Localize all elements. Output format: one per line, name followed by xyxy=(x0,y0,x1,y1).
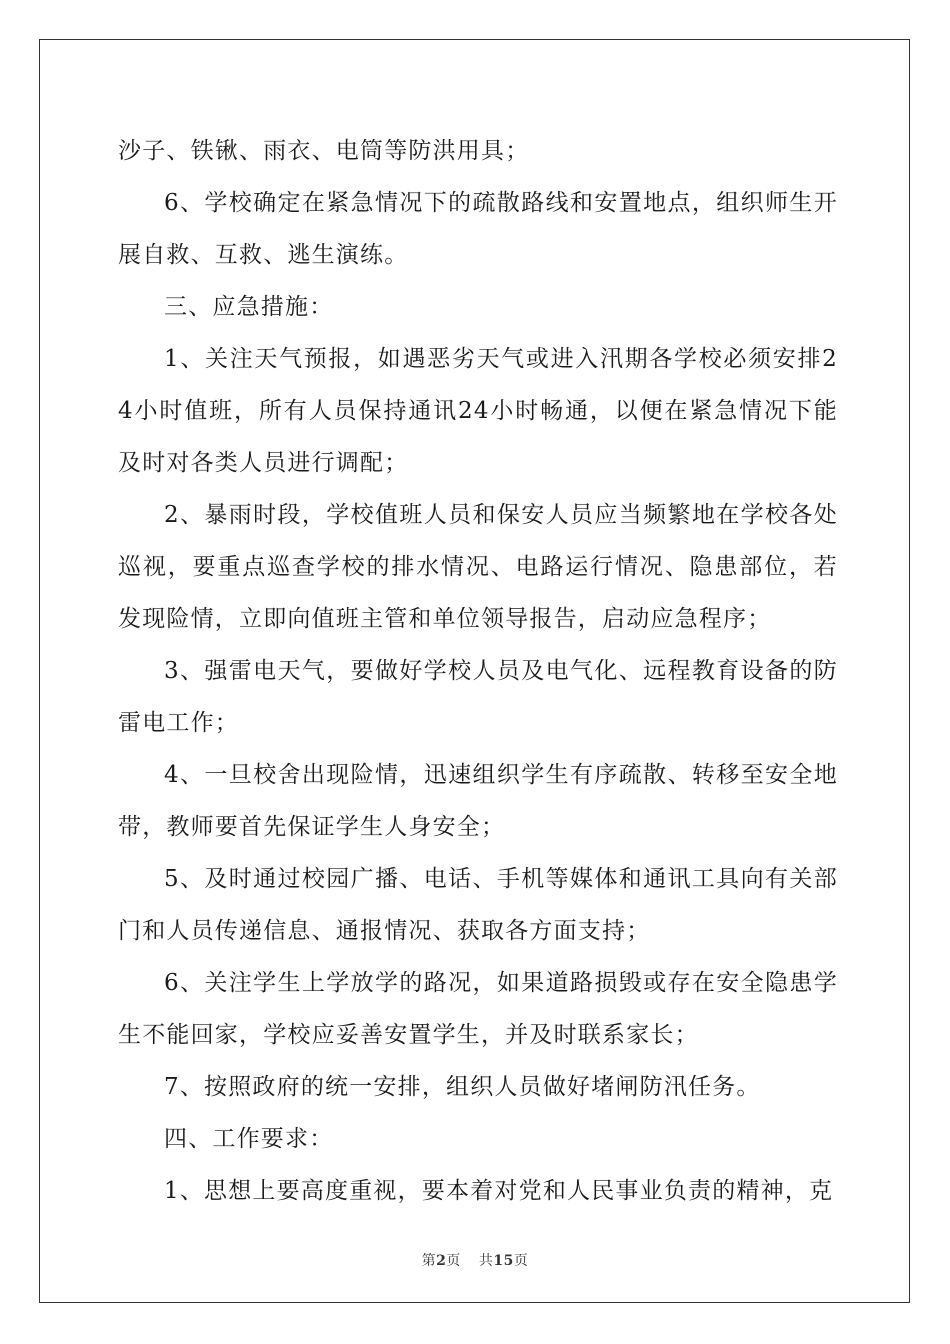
paragraph: 沙子、铁锹、雨衣、电筒等防洪用具； xyxy=(118,138,530,164)
total-pages: 15 xyxy=(493,1253,514,1269)
page-unit: 页 xyxy=(446,1253,461,1269)
document-body xyxy=(118,125,838,1217)
paragraph: 4、一旦校舍出现险情，迅速组织学生有序疏散、转移至安全地带，教师要首先保证学生人身安全； xyxy=(118,762,838,840)
paragraph: 6、关注学生上学放学的路况，如果道路损毁或存在安全隐患学生不能回家，学校应妥善安置学生，并及时联系家长； xyxy=(118,970,838,1048)
paragraph: 3、强雷电天气，要做好学校人员及电气化、远程教育设备的防雷电工作； xyxy=(118,658,838,736)
page-prefix: 第 xyxy=(421,1253,437,1269)
section-heading: 四、工作要求： xyxy=(164,1126,334,1152)
paragraph: 1、思想上要高度重视，要本着对党和人民事业负责的精神，克 xyxy=(164,1178,834,1204)
page-number: 2 xyxy=(436,1253,447,1269)
section-heading: 三、应急措施： xyxy=(164,294,334,320)
paragraph: 6、学校确定在紧急情况下的疏散路线和安置地点，组织师生开展自救、互救、逃生演练。 xyxy=(118,190,838,268)
total-prefix: 共 xyxy=(478,1253,494,1269)
page-footer xyxy=(0,1250,950,1270)
paragraph: 7、按照政府的统一安排，组织人员做好堵闸防汛任务。 xyxy=(164,1074,761,1100)
paragraph: 2、暴雨时段，学校值班人员和保安人员应当频繁地在学校各处巡视，要重点巡查学校的排水情况、电路运行情况、隐患部位，若发现险情，立即向值班主管和单位领导报告，启动应急程序； xyxy=(118,502,838,632)
total-unit: 页 xyxy=(513,1253,529,1269)
paragraph: 5、及时通过校园广播、电话、手机等媒体和通讯工具向有关部门和人员传递信息、通报情况、获取各方面支持； xyxy=(118,866,838,944)
paragraph: 1、关注天气预报，如遇恶劣天气或进入汛期各学校必须安排24小时值班，所有人员保持通讯24小时畅通，以便在紧急情况下能及时对各类人员进行调配； xyxy=(118,346,838,476)
